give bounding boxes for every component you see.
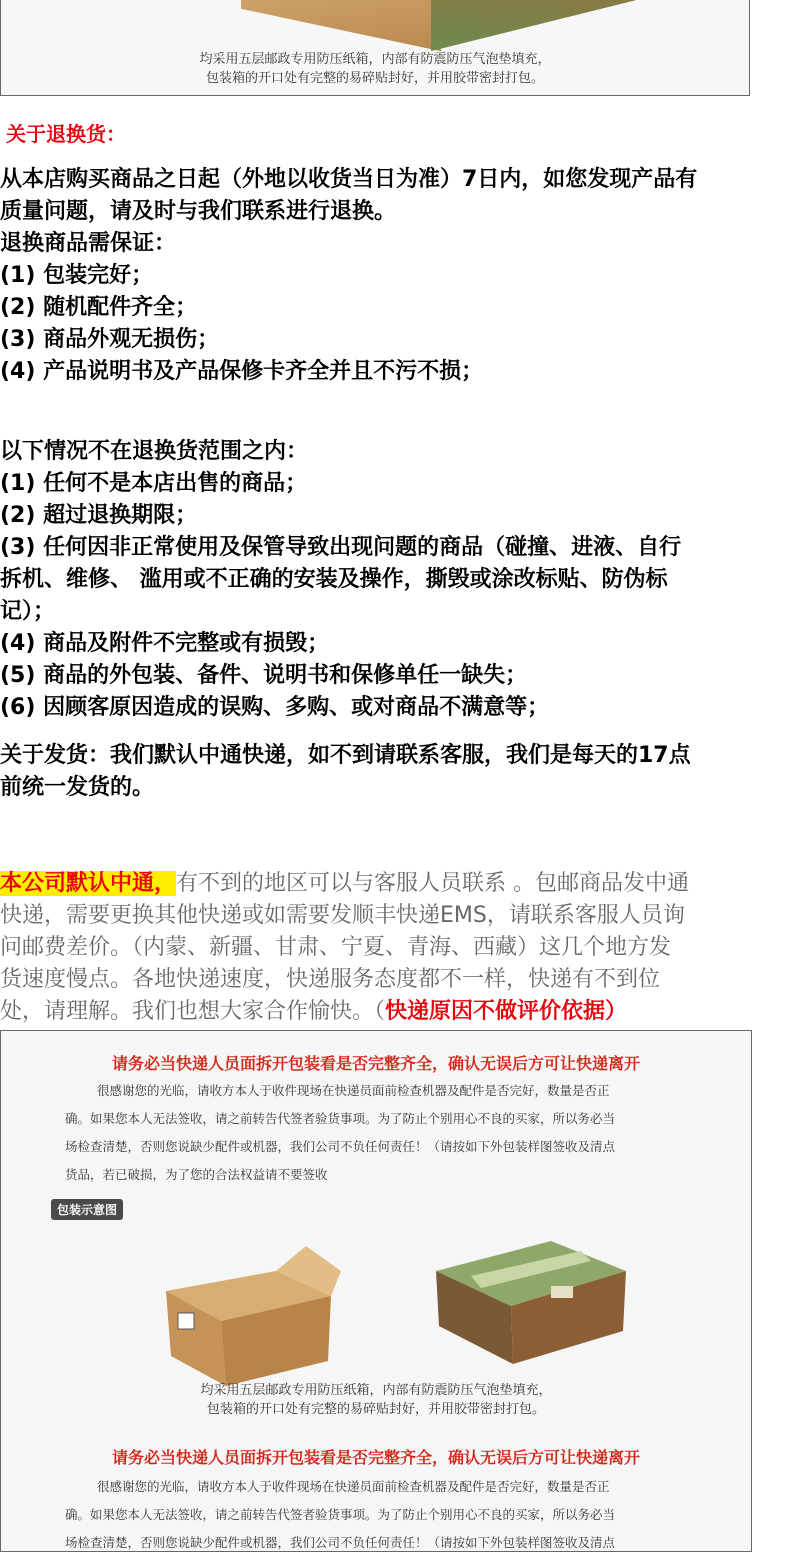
courier-highlight: 本公司默认中通， <box>0 871 177 896</box>
text-line: 有不到的地区可以与客服人员联系 。包邮商品发中通 <box>176 871 690 896</box>
text-line: 关于发货：我们默认中通快递，如不到请联系客服，我们是每天的17点 <box>0 743 691 768</box>
list-item: (4) 商品及附件不完整或有损毁； <box>0 631 330 656</box>
text-line: 货速度慢点。各地快递速度，快递服务态度都不一样，快递有不到位 <box>0 967 661 992</box>
list-item: (6) 因顾客原因造成的误购、多购、或对商品不满意等； <box>0 695 550 720</box>
list-item: (3) 商品外观无损伤； <box>0 327 220 352</box>
list-item: 记）； <box>0 599 56 624</box>
notice-line: 很感谢您的光临，请收方本人于收件现场在快递员面前检查机器及配件是否完好，数量是否正 <box>97 1479 610 1494</box>
caption-line: 均采用五层邮政专用防压纸箱，内部有防震防压气泡垫填充， <box>200 1383 552 1398</box>
text-line: 快递，需要更换其他快递或如需要发顺丰快递EMS，请联系客服人员询 <box>0 903 685 928</box>
open-cardboard-box-icon <box>156 1241 346 1391</box>
notice-body <box>1 1077 659 1189</box>
packaging-caption <box>1 50 749 88</box>
packaging-notice-image <box>0 1030 752 1552</box>
packaging-diagram-tag: 包装示意图 <box>51 1199 123 1220</box>
notice-line: 货品，若已破损，为了您的合法权益请不要签收 <box>65 1167 328 1182</box>
packaging-image-top <box>0 0 750 96</box>
courier-section <box>0 868 790 1028</box>
text-line: 从本店购买商品之日起（外地以收货当日为准）7日内，如您发现产品有 <box>0 167 698 192</box>
notice-heading: 请务必当快递人员面拆开包装看是否完整齐全，确认无误后方可让快递离开 <box>111 1448 640 1467</box>
notice-line: 场检查清楚，否则您说缺少配件或机器，我们公司不负任何责任！（请按如下外包装样图签收及清点 <box>65 1535 616 1550</box>
text-line: 前统一发货的。 <box>0 775 155 800</box>
list-item: (5) 商品的外包装、备件、说明书和保修单任一缺失； <box>0 663 528 688</box>
text-line: 问邮费差价。（内蒙、新疆、甘肃、宁夏、青海、西藏）这几个地方发 <box>0 935 672 960</box>
notice-line: 确。如果您本人无法签收，请之前转告代签者验货事项。为了防止个别用心不良的买家，所以务必当 <box>65 1507 616 1522</box>
notice-body <box>1 1473 659 1552</box>
requirements-title: 退换商品需保证： <box>0 231 177 256</box>
packaging-caption <box>1 1381 751 1419</box>
list-item: 拆机、维修、 滥用或不正确的安装及操作，撕毁或涂改标贴、防伪标 <box>0 567 668 592</box>
exclusions-section <box>0 436 790 724</box>
caption-line: 包装箱的开口处有完整的易碎贴封好，并用胶带密封打包。 <box>206 1402 545 1417</box>
list-item: (2) 超过退换期限； <box>0 503 198 528</box>
wrapped-box-image <box>431 0 641 51</box>
notice-line: 场检查清楚，否则您说缺少配件或机器，我们公司不负任何责任！（请按如下外包装样图签收及清点 <box>65 1139 616 1154</box>
list-item: (1) 包装完好； <box>0 263 154 288</box>
list-item: (4) 产品说明书及产品保修卡齐全并且不污不损； <box>0 359 484 384</box>
returns-section <box>0 164 790 388</box>
caption-line: 包装箱的开口处有完整的易碎贴封好，并用胶带密封打包。 <box>205 71 544 86</box>
exclusions-title: 以下情况不在退换货范围之内： <box>0 439 309 464</box>
notice-heading: 请务必当快递人员面拆开包装看是否完整齐全，确认无误后方可让快递离开 <box>111 1054 640 1073</box>
list-item: (3) 任何因非正常使用及保管导致出现问题的商品（碰撞、进液、自行 <box>0 535 682 560</box>
text-line: 质量问题，请及时与我们联系进行退换。 <box>0 199 397 224</box>
text-line: 处，请理解。我们也想大家合作愉快。（ <box>0 999 386 1024</box>
returns-title: 关于退换货： <box>6 122 126 146</box>
list-item: (2) 随机配件齐全； <box>0 295 198 320</box>
list-item: (1) 任何不是本店出售的商品； <box>0 471 308 496</box>
cardboard-box-image <box>241 0 441 51</box>
notice-line: 很感谢您的光临，请收方本人于收件现场在快递员面前检查机器及配件是否完好，数量是否正 <box>97 1083 610 1098</box>
courier-disclaimer: 快递原因不做评价依据） <box>385 999 628 1024</box>
caption-line: 均采用五层邮政专用防压纸箱，内部有防震防压气泡垫填充， <box>199 52 551 67</box>
notice-line: 确。如果您本人无法签收，请之前转告代签者验货事项。为了防止个别用心不良的买家，所以务必当 <box>65 1111 616 1126</box>
shipping-section <box>0 740 790 804</box>
wrapped-box-icon <box>431 1216 631 1366</box>
